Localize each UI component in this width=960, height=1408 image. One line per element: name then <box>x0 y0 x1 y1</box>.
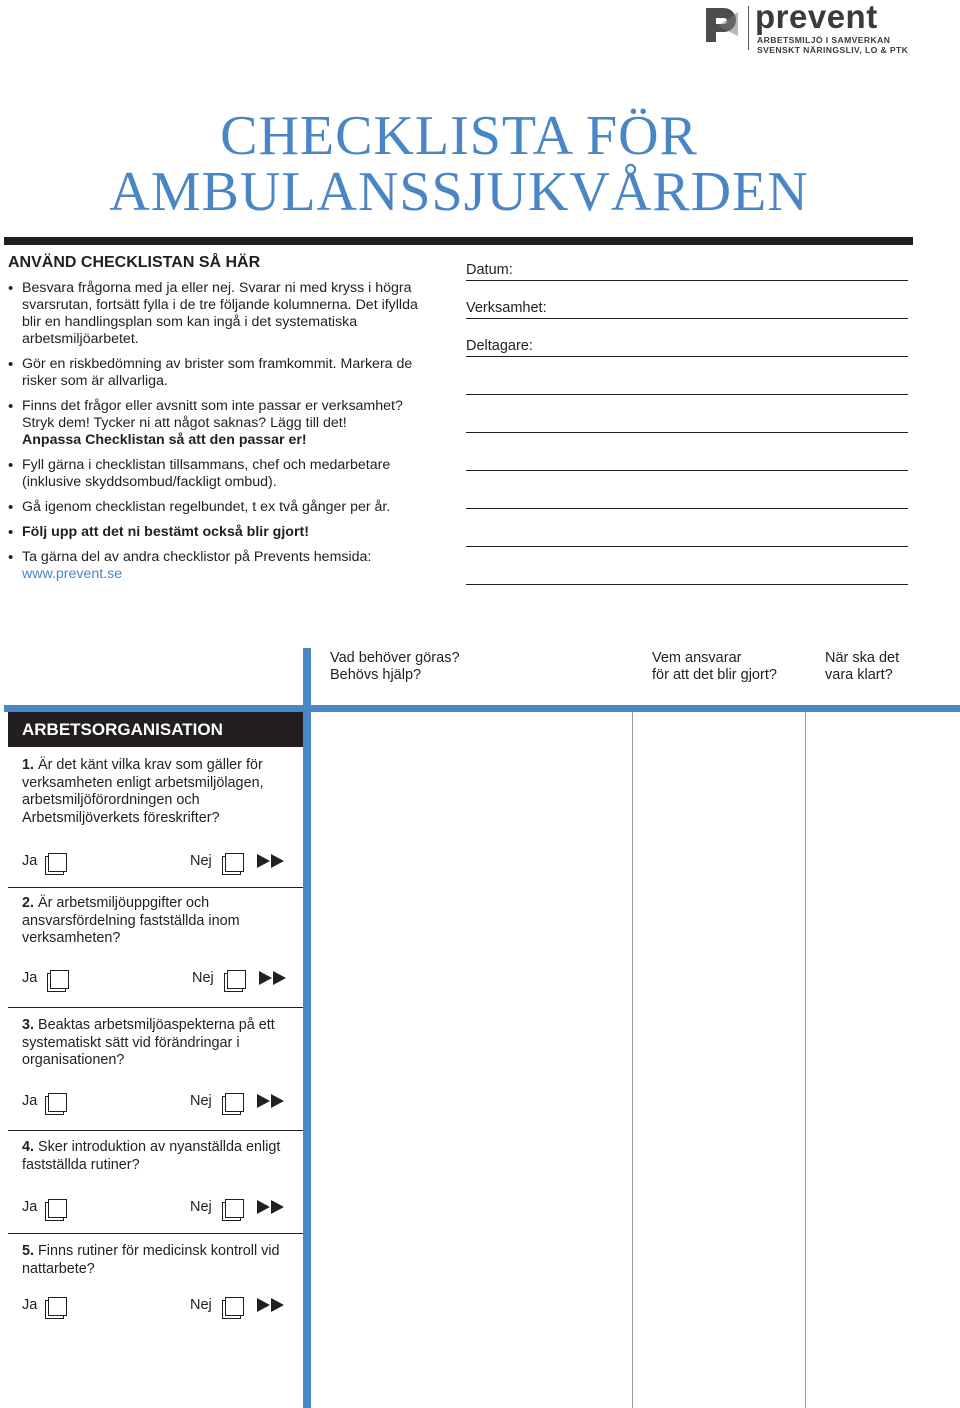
no-checkbox[interactable] <box>225 853 244 872</box>
no-label: Nej <box>190 1199 212 1215</box>
prevent-website-link[interactable]: www.prevent.se <box>22 566 123 582</box>
instruction-text: Finns det frågor eller avsnitt som inte passar er verksamhet? Stryk dem! Tycker ni att något saknas? Lägg till det! <box>22 398 403 431</box>
section-header: ARBETSORGANISATION <box>8 712 303 747</box>
column-header-text: Vad behöver göras? <box>330 650 460 666</box>
instruction-text: Besvara frågorna med ja eller nej. Svarar ni med kryss i högra svarsrutan, fortsätt fylla i de tre följande kolumnerna. Det ifyllda blir en handlingsplan som kan ingå i det systematiska arbetsmiljöarbetet. <box>22 280 418 347</box>
logo-tagline-1: ARBETSMILJÖ I SAMVERKAN <box>757 35 891 45</box>
question-5 <box>22 1243 292 1278</box>
table-top-band <box>4 705 960 712</box>
no-checkbox[interactable] <box>225 1093 244 1112</box>
question-divider <box>8 1233 303 1234</box>
yes-label: Ja <box>22 1199 38 1215</box>
datum-label: Datum: <box>466 262 513 278</box>
yes-label: Ja <box>22 853 38 869</box>
question-1 <box>22 757 292 827</box>
fast-forward-icon <box>259 971 287 985</box>
instruction-text: Fyll gärna i checklistan tillsammans, chef och medarbetare (inklusive skyddsombud/fackligt ombud). <box>22 457 391 490</box>
yes-label: Ja <box>22 1093 38 1109</box>
logo-wordmark: prevent <box>755 0 878 35</box>
question-number: 4. <box>22 1139 35 1155</box>
instruction-item <box>8 499 438 516</box>
question-4 <box>22 1139 292 1174</box>
fast-forward-icon <box>257 1200 285 1214</box>
yes-checkbox[interactable] <box>48 1297 67 1316</box>
instruction-item <box>8 398 438 449</box>
prevent-logo-icon <box>704 6 740 44</box>
page-title-line-2: AMBULANSSJUKVÅRDEN <box>109 161 809 223</box>
yes-label: Ja <box>22 1297 38 1313</box>
table-column-divider <box>632 712 633 1408</box>
no-checkbox[interactable] <box>227 970 246 989</box>
table-divider-blue <box>303 648 311 1408</box>
no-label: Nej <box>190 853 212 869</box>
question-3 <box>22 1017 292 1070</box>
question-text: Finns rutiner för medicinsk kontroll vid nattarbete? <box>22 1243 280 1277</box>
logo-tagline-2: SVENSKT NÄRINGSLIV, LO & PTK <box>757 45 909 55</box>
question-text: Sker introduktion av nyanställda enligt fastställda rutiner? <box>22 1139 281 1173</box>
column-header-text: När ska det <box>825 650 900 666</box>
fast-forward-icon <box>257 1298 285 1312</box>
no-label: Nej <box>190 1093 212 1109</box>
fast-forward-icon <box>257 854 285 868</box>
no-label: Nej <box>192 970 214 986</box>
yes-checkbox[interactable] <box>48 1093 67 1112</box>
yes-checkbox[interactable] <box>50 970 69 989</box>
question-number: 5. <box>22 1243 35 1259</box>
no-checkbox[interactable] <box>225 1199 244 1218</box>
question-2 <box>22 895 292 948</box>
question-text: Beaktas arbetsmiljöaspekterna på ett systematiskt sätt vid förändringar i organisationen? <box>22 1017 275 1068</box>
instruction-emphasis: Följ upp att det ni bestämt också blir gjort! <box>22 524 309 540</box>
deltagare-field-line[interactable] <box>466 546 908 547</box>
no-checkbox[interactable] <box>225 1297 244 1316</box>
instruction-emphasis: Anpassa Checklistan så att den passar er! <box>22 432 307 448</box>
instruction-item <box>8 524 438 541</box>
table-column-divider <box>805 712 806 1408</box>
deltagare-field-line[interactable] <box>466 584 908 585</box>
yes-checkbox[interactable] <box>48 1199 67 1218</box>
yes-checkbox[interactable] <box>48 853 67 872</box>
instruction-item <box>8 457 438 491</box>
yes-label: Ja <box>22 970 38 986</box>
instruction-text: Gör en riskbedömning av brister som framkommit. Markera de risker som är allvarliga. <box>22 356 413 389</box>
column-header-vem <box>652 650 777 684</box>
instruction-text: Ta gärna del av andra checklistor på Prevents hemsida: <box>22 549 372 565</box>
datum-field[interactable] <box>466 280 908 281</box>
question-divider <box>8 1007 303 1008</box>
question-divider <box>8 1130 303 1131</box>
fast-forward-icon <box>257 1094 285 1108</box>
column-header-text: Behövs hjälp? <box>330 667 422 683</box>
question-text: Är det känt vilka krav som gäller för verksamheten enligt arbetsmiljölagen, arbetsmiljöförordningen och Arbetsmiljöverkets föreskrifter? <box>22 757 264 826</box>
verksamhet-field[interactable] <box>466 318 908 319</box>
verksamhet-label: Verksamhet: <box>466 300 547 316</box>
no-label: Nej <box>190 1297 212 1313</box>
header-rule <box>4 237 913 245</box>
deltagare-field-line[interactable] <box>466 470 908 471</box>
deltagare-field-line[interactable] <box>466 394 908 395</box>
column-header-vad <box>330 650 460 684</box>
deltagare-field-line[interactable] <box>466 432 908 433</box>
question-text: Är arbetsmiljöuppgifter och ansvarsfördelning fastställda inom verksamheten? <box>22 895 240 946</box>
question-number: 3. <box>22 1017 35 1033</box>
deltagare-label: Deltagare: <box>466 338 533 354</box>
column-header-nar <box>825 650 899 684</box>
instructions-list <box>8 280 438 591</box>
logo-divider <box>748 6 749 50</box>
instruction-text: Gå igenom checklistan regelbundet, t ex två gånger per år. <box>22 499 391 515</box>
deltagare-field-line[interactable] <box>466 508 908 509</box>
column-header-text: Vem ansvarar <box>652 650 742 666</box>
instruction-item <box>8 280 438 348</box>
question-number: 2. <box>22 895 35 911</box>
question-divider <box>8 887 303 888</box>
instruction-item <box>8 356 438 390</box>
page-title-line-1: CHECKLISTA FÖR <box>220 105 698 167</box>
deltagare-field[interactable] <box>466 356 908 357</box>
question-number: 1. <box>22 757 35 773</box>
instruction-item <box>8 549 438 583</box>
column-header-text: vara klart? <box>825 667 893 683</box>
column-header-text: för att det blir gjort? <box>652 667 777 683</box>
instructions-heading: ANVÄND CHECKLISTAN SÅ HÄR <box>8 254 261 271</box>
